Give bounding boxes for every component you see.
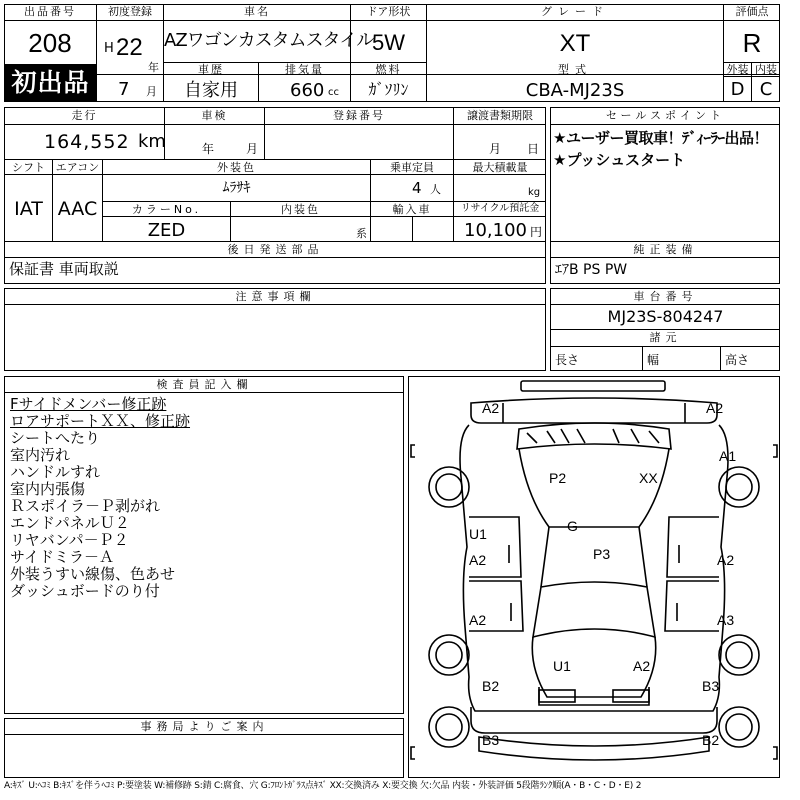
inspector-line: ダッシュボードのり付 xyxy=(10,582,160,600)
inspector-line: 室内汚れ xyxy=(10,446,71,464)
inspector-line: 室内内張傷 xyxy=(10,480,86,498)
inspector-line: ハンドルすれ xyxy=(10,463,101,481)
disp-value: 660 xyxy=(290,80,325,101)
capacity-value: 4 xyxy=(412,179,422,197)
inspector-line: リヤバンパ－Ｐ２ xyxy=(10,531,129,549)
mileage-value: 164,552 xyxy=(44,131,130,153)
car-outline xyxy=(409,377,779,777)
reg-era: H xyxy=(104,41,114,56)
height-label: 高さ xyxy=(725,353,750,367)
ac-label: エアコン xyxy=(55,161,100,174)
shift-label: シフト xyxy=(12,161,45,174)
damage-mark: B3 xyxy=(482,732,500,748)
damage-mark: U1 xyxy=(553,658,571,674)
damage-diagram xyxy=(408,376,780,778)
door-label: ドア形状 xyxy=(366,5,411,18)
damage-mark: B2 xyxy=(702,732,720,748)
door-type: 5W xyxy=(372,30,405,55)
deadline-label: 譲渡書類期限 xyxy=(467,109,533,122)
inspector-line: サイドミラ－Ａ xyxy=(10,548,114,566)
inspection-year-unit: 年 xyxy=(202,142,215,156)
dims-label: 諸元 xyxy=(649,331,682,344)
int-label: 内装 xyxy=(755,63,777,76)
selling-point-2: ★プッシュスタート xyxy=(553,151,686,169)
reg-label: 初度登録 xyxy=(108,5,152,18)
lot-no-label: 出品番号 xyxy=(24,5,76,18)
damage-mark: A2 xyxy=(469,612,487,628)
ext-score: D xyxy=(730,79,745,100)
parts-value: 保証書 車両取説 xyxy=(9,260,119,278)
damage-mark: G xyxy=(567,518,578,534)
int-color-unit: 系 xyxy=(356,227,367,240)
mileage-unit: km xyxy=(138,131,166,152)
notes-label: 注意事項欄 xyxy=(235,290,316,303)
damage-mark: A2 xyxy=(706,400,724,416)
deadline-month-unit: 月 xyxy=(489,142,502,156)
inspector-line: エンドパネルＵ２ xyxy=(10,514,130,532)
fuel-label: 燃料 xyxy=(375,63,402,76)
inspector-line: シートへたり xyxy=(10,429,101,447)
legend-footer: A:ｷｽﾞ U:ﾍｺﾐ B:ｷｽﾞを伴うﾍｺﾐ P:要塗装 W:補修跡 S:錆 C:腐食、穴 G:ﾌﾛﾝﾄｶﾞﾗｽ点ｷｽﾞ XX:交換済み X:要交換 欠:欠品 内装・外装評価 5段階ﾗﾝｸ順(A・B・C・D・E) 2 xyxy=(4,781,642,791)
damage-mark: B3 xyxy=(702,678,720,694)
reg-month-unit: 月 xyxy=(146,85,157,98)
car-name: AZワゴンカスタムスタイル xyxy=(164,30,374,51)
recycle-unit: 円 xyxy=(530,225,543,239)
damage-mark: XX xyxy=(639,470,658,486)
disp-label: 排気量 xyxy=(285,63,324,76)
width-label: 幅 xyxy=(647,353,660,367)
deadline-day-unit: 日 xyxy=(527,142,540,156)
score-value: R xyxy=(742,28,762,58)
reg-month: 7 xyxy=(118,79,130,100)
color-value: ﾑﾗｻｷ xyxy=(222,180,251,196)
damage-mark: A2 xyxy=(717,552,735,568)
ac-value: AAC xyxy=(57,198,98,220)
disp-unit: cc xyxy=(328,87,339,98)
selling-points-block xyxy=(550,107,780,242)
plate-label: 登録番号 xyxy=(333,109,385,122)
damage-mark: A3 xyxy=(717,612,735,628)
office-label: 事務局よりご案内 xyxy=(140,720,269,733)
inspector-line: Ｒスポイラ－Ｐ剥がれ xyxy=(10,497,161,515)
damage-mark: A1 xyxy=(719,448,737,464)
model-value: CBA-MJ23S xyxy=(525,80,625,101)
selling-point-1: ★ユーザー買取車！ﾃﾞｨｰﾗｰ出品！ xyxy=(553,129,768,147)
selling-label: セールスポイント xyxy=(605,109,725,122)
inspection-month-unit: 月 xyxy=(246,142,259,156)
damage-mark: A2 xyxy=(469,552,487,568)
int-color-label: 内装色 xyxy=(281,203,320,216)
load-unit: kg xyxy=(528,187,541,198)
damage-mark: U1 xyxy=(469,526,487,542)
color-no-label: カラーNo. xyxy=(131,203,202,216)
grade-value: XT xyxy=(559,30,591,57)
import-label: 輸入車 xyxy=(392,203,432,216)
grade-label: グレード xyxy=(541,5,609,18)
recycle-label: リサイクル預託金 xyxy=(460,203,540,214)
inspector-line: ロアサポートＸＸ、修正跡 xyxy=(10,412,191,430)
car-name-label: 車名 xyxy=(244,5,270,18)
mileage-label: 走行 xyxy=(71,109,98,122)
damage-mark: A2 xyxy=(482,400,500,416)
color-label: 外装色 xyxy=(217,161,256,174)
chassis-label: 車台番号 xyxy=(633,290,698,303)
inspector-notes xyxy=(10,396,400,600)
parts-label: 後日発送部品 xyxy=(227,243,324,256)
damage-mark: P2 xyxy=(549,470,567,486)
inspector-line: Fサイドメンバー修正跡 xyxy=(10,395,167,413)
damage-mark: P3 xyxy=(593,546,611,562)
first-listing-label: 初出品 xyxy=(11,68,90,97)
capacity-label: 乗車定員 xyxy=(390,161,434,174)
equipment-label: 純正装備 xyxy=(633,243,698,256)
capacity-unit: 人 xyxy=(430,183,441,196)
inspector-label: 検査員記入欄 xyxy=(156,378,253,391)
equipment-value: ｴｱB PS PW xyxy=(555,262,628,278)
recycle-value: 10,100 xyxy=(464,220,527,241)
color-no-value: ZED xyxy=(147,220,186,241)
int-score: C xyxy=(759,79,773,100)
history-label: 車歴 xyxy=(198,63,224,76)
lot-number: 208 xyxy=(28,28,72,58)
reg-year: 22 xyxy=(116,34,143,61)
fuel-value: ｶﾞｿﾘﾝ xyxy=(368,80,409,99)
inspector-line: 外装うすい線傷、色あせ xyxy=(10,565,176,583)
history-value: 自家用 xyxy=(184,80,238,101)
damage-mark: A2 xyxy=(633,658,651,674)
score-label: 評価点 xyxy=(735,5,769,18)
length-label: 長さ xyxy=(555,353,580,367)
shift-value: IAT xyxy=(14,198,43,220)
damage-mark: B2 xyxy=(482,678,500,694)
load-label: 最大積載量 xyxy=(472,161,528,174)
reg-year-unit: 年 xyxy=(148,61,159,74)
chassis-value: MJ23S-804247 xyxy=(607,307,724,326)
inspection-label: 車検 xyxy=(201,109,228,122)
model-label: 型式 xyxy=(558,63,592,76)
ext-label: 外装 xyxy=(726,63,749,76)
